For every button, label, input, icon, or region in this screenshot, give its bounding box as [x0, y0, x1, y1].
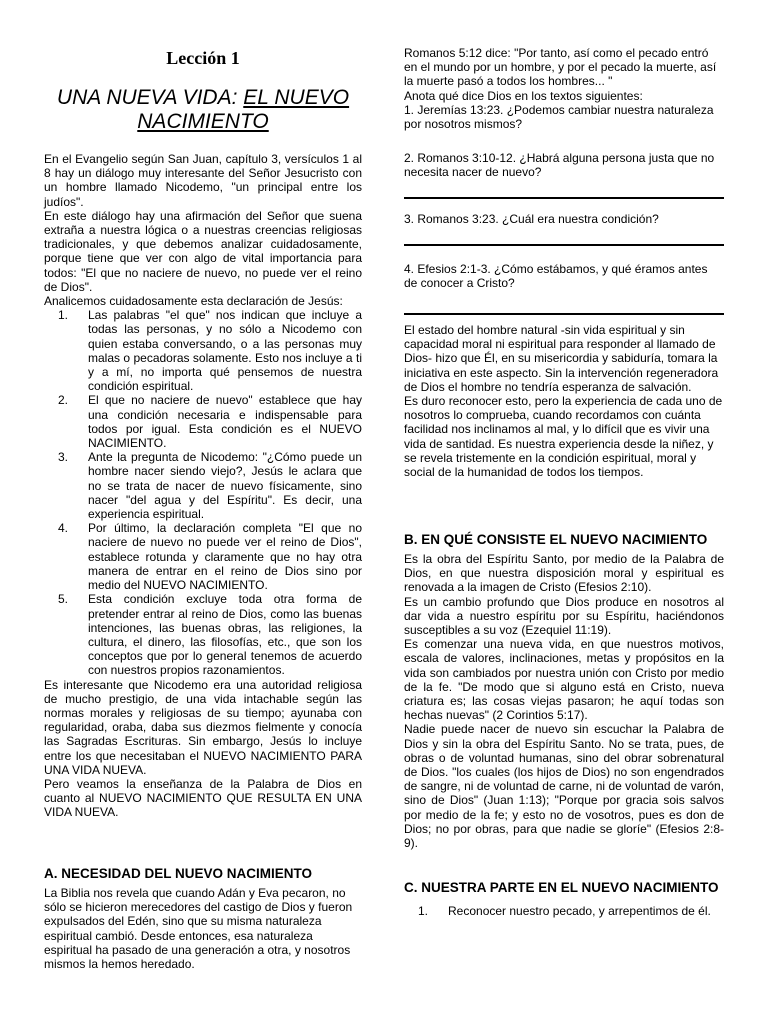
state-block [404, 323, 724, 479]
list-item [44, 521, 362, 592]
section-a-paragraph: La Biblia nos revela que cuando Adán y Eva pecaron, no sólo se hicieron merecedores del castigo de Dios y fueron expulsados del Edén, sino que su misma naturaleza espiritual cambió. Desde entonces, esa naturaleza espiritual ha pasado de una generación a otra, y nosotros mismos la hemos heredado. [44, 886, 353, 972]
section-b-paragraph-2: Es un cambio profundo que Dios produce en nosotros al dar vida a nuestro espíritu por su Espíritu, haciéndonos susceptibles a su voz (Ezequiel 11:19). [404, 594, 724, 638]
exercise-4: 4. Efesios 2:1-3. ¿Cómo estábamos, y qué éramos antes de conocer a Cristo? [404, 262, 708, 291]
answer-line [404, 197, 724, 199]
intro-block [44, 152, 362, 820]
section-a [44, 866, 362, 971]
teaching-paragraph: Pero veamos la enseñanza de la Palabra de Dios en cuanto al NUEVO NACIMIENTO QUE RESULTA EN UNA VIDA NUEVA. [44, 776, 362, 820]
lesson-title [44, 86, 362, 134]
exercise-2-block [404, 151, 724, 179]
lesson-title-part2: EL NUEVO NACIMIENTO [137, 86, 350, 133]
list-item [44, 450, 362, 521]
romans-quote: Romanos 5:12 dice: "Por tanto, así como el pecado entró en el mundo por un hombre, y por el pecado la muerte, así la muerte pasó a todos los hombres... " [404, 46, 717, 89]
exercise-3: 3. Romanos 3:23. ¿Cuál era nuestra condición? [404, 212, 659, 226]
list-item-number: 1. [418, 904, 429, 918]
exercise-4-block [404, 262, 724, 290]
exercise-instruction: Anota qué dice Dios en los textos siguientes: [404, 88, 643, 103]
lesson-number: Lección 1 [166, 48, 240, 68]
section-a-heading: A. NECESIDAD DEL NUEVO NACIMIENTO [44, 866, 313, 881]
list-item-text: Reconocer nuestro pecado, y arrepentimos de él. [448, 904, 711, 918]
intro-paragraph-1: En el Evangelio según San Juan, capítulo 3, versículos 1 al 8 hay un diálogo muy interesante del Señor Jesucristo con un hombre llamado Nicodemo, "un principal entre los judíos". [44, 152, 362, 209]
list-item [44, 592, 362, 677]
section-b-paragraph-3: Es comenzar una nueva vida, en que nuestros motivos, escala de valores, inclinaciones, metas y propósitos en la vida son cambiados por nuestra unión con Cristo por medio de la fe. "De modo que si alguno está en Cristo, nueva criatura es; las cosas viejas pasaron; he aquí todas son hechas nuevas" (2 Corintios 5:17). [404, 637, 724, 723]
section-c-list [404, 904, 724, 918]
exercise-1: 1. Jeremías 13:23. ¿Podemos cambiar nuestra naturaleza por nosotros mismos? [404, 102, 714, 132]
points-list [44, 308, 362, 677]
list-item-text: Ante la pregunta de Nicodemo: "¿Cómo puede un hombre nacer siendo viejo?, Jesús le aclara que no se trata de nacer de nuevo físicamente, sino nacer "del agua y del Espíritu". Es decir, una experiencia espiritual. [88, 450, 362, 522]
list-item-text: El que no naciere de nuevo" establece que hay una condición necesaria e indispensable para todos por igual. Esta condición es el NUEVO NACIMIENTO. [88, 393, 362, 451]
section-b-heading: B. EN QUÉ CONSISTE EL NUEVO NACIMIENTO [404, 532, 708, 547]
list-item-number: 5. [58, 592, 69, 607]
answer-line [404, 313, 724, 315]
state-paragraph-1: El estado del hombre natural -sin vida espiritual y sin capacidad moral ni espiritual para responder al llamado de Dios- hizo que Él, en su misericordia y sabiduría, tomara la iniciativa en este aspecto. Sin la intervención regeneradora de Dios el hombre no tendría esperanza de salvación. [404, 323, 719, 394]
list-item-number: 4. [58, 521, 69, 536]
state-paragraph-2: Es duro reconocer esto, pero la experiencia de cada uno de nosotros lo comprueba, cuando recordamos con cuánta facilidad nos inclinamos al mal, y lo difícil que es vivir una vida de santidad. Es nuestra experiencia desde la niñez, y se revela tristemente en la condición espiritual, moral y social de la humanidad de todos los tiempos. [404, 394, 723, 480]
list-item [44, 393, 362, 450]
section-b-paragraph-1: Es la obra del Espíritu Santo, por medio de la Palabra de Dios, en que nuestra disposición moral y espiritual es renovada a la imagen de Cristo (Efesios 2:10). [404, 552, 724, 595]
list-item-text: Por último, la declaración completa "El que no naciere de nuevo no puede ver el reino de Dios", establece rotunda y claramente que no hay otra manera de entrar en el reino de Dios sino por medio del NUEVO NACIMIENTO. [88, 521, 362, 593]
exercise-2: 2. Romanos 3:10-12. ¿Habrá alguna persona justa que no necesita nacer de nuevo? [404, 151, 715, 180]
list-item-number: 2. [58, 393, 69, 408]
nicodemo-paragraph: Es interesante que Nicodemo era una autoridad religiosa de mucho prestigio, de una vida intachable según las normas morales y religiosas de su tiempo; ayunaba con regularidad, oraba, daba sus diezmos fielmente y conocía las Sagradas Escrituras. Sin embargo, Jesús lo incluye entre los que necesitaban el NUEVO NACIMIENTO PARA UNA VIDA NUEVA. [44, 677, 362, 777]
exercise-3-block [404, 212, 724, 226]
list-item [404, 904, 724, 918]
section-c [404, 880, 724, 918]
list-item-number: 1. [58, 308, 69, 323]
section-c-heading: C. NUESTRA PARTE EN EL NUEVO NACIMIENTO [404, 880, 719, 895]
intro-paragraph-2: En este diálogo hay una afirmación del Señor que suena extraña a nuestra lógica o a nuestras creencias religiosas tradicionales, y que debemos analizar cuidadosamente, porque tiene que ver con algo de vital importancia para todos: "El que no naciere de nuevo, no puede ver el reino de Dios". [44, 208, 362, 294]
list-item-number: 3. [58, 450, 69, 465]
intro-paragraph-3: Analicemos cuidadosamente esta declaración de Jesús: [44, 294, 343, 309]
lesson-title-part1: UNA NUEVA VIDA: [56, 86, 244, 109]
answer-line [404, 244, 724, 246]
list-item-text: Esta condición excluye toda otra forma de pretender entrar al reino de Dios, como las buenas intenciones, las buenas obras, las religiones, la cultura, el dinero, las filosofías, etc., que son los conceptos que por lo general tenemos de acuerdo con nuestros propios razonamientos. [88, 592, 362, 678]
section-b-paragraph-4: Nadie puede nacer de nuevo sin escuchar la Palabra de Dios y sin la obra del Espíritu Santo. No se trata, pues, de obras o de voluntad humanas, sino del obrar sobrenatural de Dios. "los cuales (los hijos de Dios) no son engendrados de sangre, ni de voluntad de carne, ni de voluntad de varón, sino de Dios" (Juan 1:13); "Porque por gracia sois salvos por medio de la fe; y esto no de vosotros, pues es don de Dios; no por obras, para que nadie se gloríe" (Efesios 2:8-9). [404, 722, 724, 851]
list-item-text: Las palabras "el que" nos indican que incluye a todas las personas, y no sólo a Nicodemo con quien estaba conversando, o a las personas muy malas o pecadoras solamente. Esto nos incluye a ti y a mí, no importa qué pensemos de nuestra condición espiritual. [88, 308, 362, 394]
list-item [44, 308, 362, 393]
romans-block [404, 46, 724, 131]
section-b [404, 532, 724, 850]
